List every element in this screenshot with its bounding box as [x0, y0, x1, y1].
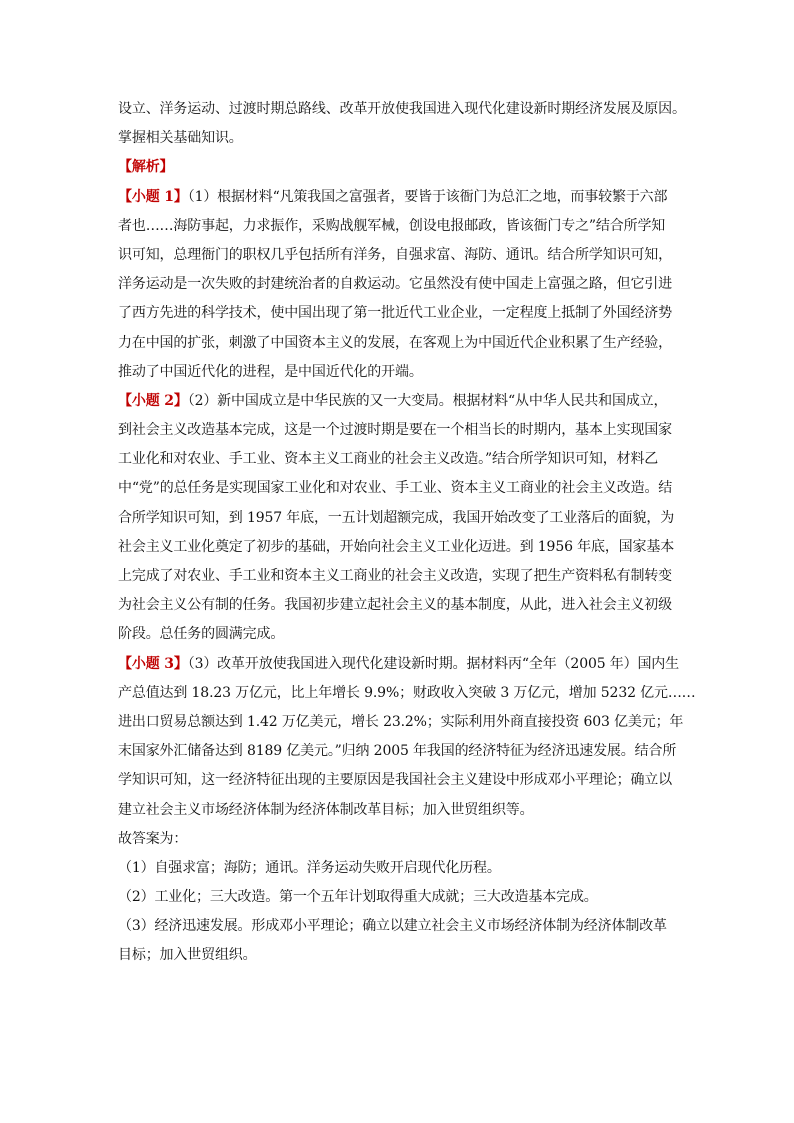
- text-line: 设立、洋务运动、过渡时期总路线、改革开放使我国进入现代化建设新时期经济发展及原因。: [118, 101, 686, 117]
- question-3-tag: 【小题 3】: [118, 655, 188, 672]
- text-line: 识可知，总理衙门的职权几乎包括所有洋务，自强求富、海防、通讯。结合所学知识可知，: [118, 246, 672, 263]
- question-3-line: 【小题 3】（3）改革开放使我国进入现代化建设新时期。据材料丙“全年（2005 年）国内生: [118, 655, 680, 672]
- text-line: 上完成了对农业、手工业和资本主义工商业的社会主义改造，实现了把生产资料私有制转变: [118, 568, 672, 584]
- text-line: 力在中国的扩张，刺激了中国资本主义的发展，在客观上为中国近代企业积累了生产经验，: [118, 334, 672, 351]
- text-line: 推动了中国近代化的进程，是中国近代化的开端。: [118, 363, 423, 380]
- text-line: 合所学知识可知，到 1957 年底，一五计划超额完成，我国开始改变了工业落后的面貌，为: [118, 509, 675, 526]
- analysis-tag: 【解析】: [118, 159, 174, 176]
- answer-2: （2）工业化；三大改造。第一个五年计划取得重大成就；三大改造基本完成。: [118, 889, 598, 906]
- text-line: 中“党”的总任务是实现国家工业化和对农业、手工业、资本主义工商业的社会主义改造。结: [118, 480, 673, 497]
- question-2-tag: 【小题 2】: [118, 392, 188, 409]
- text-line: 工业化和对农业、手工业、资本主义工商业的社会主义改造。”结合所学知识可知，材料乙: [118, 451, 659, 468]
- question-2-line: 【小题 2】（2）新中国成立是中华民族的又一大变局。根据材料“从中华人民共和国成立，: [118, 392, 668, 409]
- text-line: 末国家外汇储备达到 8189 亿美元。”归纳 2005 年我国的经济特征为经济迅速发展。结合所: [118, 743, 677, 760]
- text-line: 掌握相关基础知识。: [118, 130, 243, 147]
- text-line: 社会主义工业化奠定了初步的基础，开始向社会主义工业化迈进。到 1956 年底，国家基本: [118, 538, 675, 555]
- section-heading-analysis: [118, 153, 676, 182]
- text-line: 了西方先进的科学技术，使中国出现了第一批近代工业企业，一定程度上抵制了外国经济势: [118, 305, 672, 322]
- text-line: 阶段。总任务的圆满完成。: [118, 626, 285, 643]
- text-line: 洋务运动是一次失败的封建统治者的自救运动。它虽然没有使中国走上富强之路，但它引进: [118, 276, 672, 293]
- answer-1: （1）自强求富；海防；通讯。洋务运动失败开启现代化历程。: [118, 859, 501, 876]
- answer-heading: 故答案为：: [118, 830, 188, 847]
- text-line: 到社会主义改造基本完成，这是一个过渡时期是要在一个相当长的时期内，基本上实现国家: [118, 422, 672, 439]
- question-1-tag: 【小题 1】: [118, 188, 188, 205]
- document-body: [118, 95, 696, 971]
- text-line: 为社会主义公有制的任务。我国初步建立起社会主义的基本制度，从此，进入社会主义初级: [118, 597, 672, 614]
- text-line: 者也……海防事起，力求振作，采购战舰军械，创设电报邮政，皆该衙门专之”结合所学知: [118, 217, 666, 234]
- text-line: 进出口贸易总额达到 1.42 万亿美元，增长 23.2%；实际利用外商直接投资 603 亿美元；年: [118, 713, 684, 730]
- text-line: 产总值达到 18.23 万亿元，比上年增长 9.9%；财政收入突破 3 万亿元，增加 5232 亿元……: [118, 684, 696, 701]
- answer-3: （3）经济迅速发展。形成邓小平理论；确立以建立社会主义市场经济体制为经济体制改革: [118, 918, 667, 935]
- text-line: 目标；加入世贸组织。: [118, 947, 257, 964]
- text-line: 学知识可知，这一经济特征出现的主要原因是我国社会主义建设中形成邓小平理论；确立以: [118, 772, 672, 789]
- text-line: 建立社会主义市场经济体制为经济体制改革目标；加入世贸组织等。: [118, 801, 534, 818]
- question-1-line: 【小题 1】（1）根据材料“凡策我国之富强者，要皆于该衙门为总汇之地，而事较繁于六部: [118, 188, 668, 205]
